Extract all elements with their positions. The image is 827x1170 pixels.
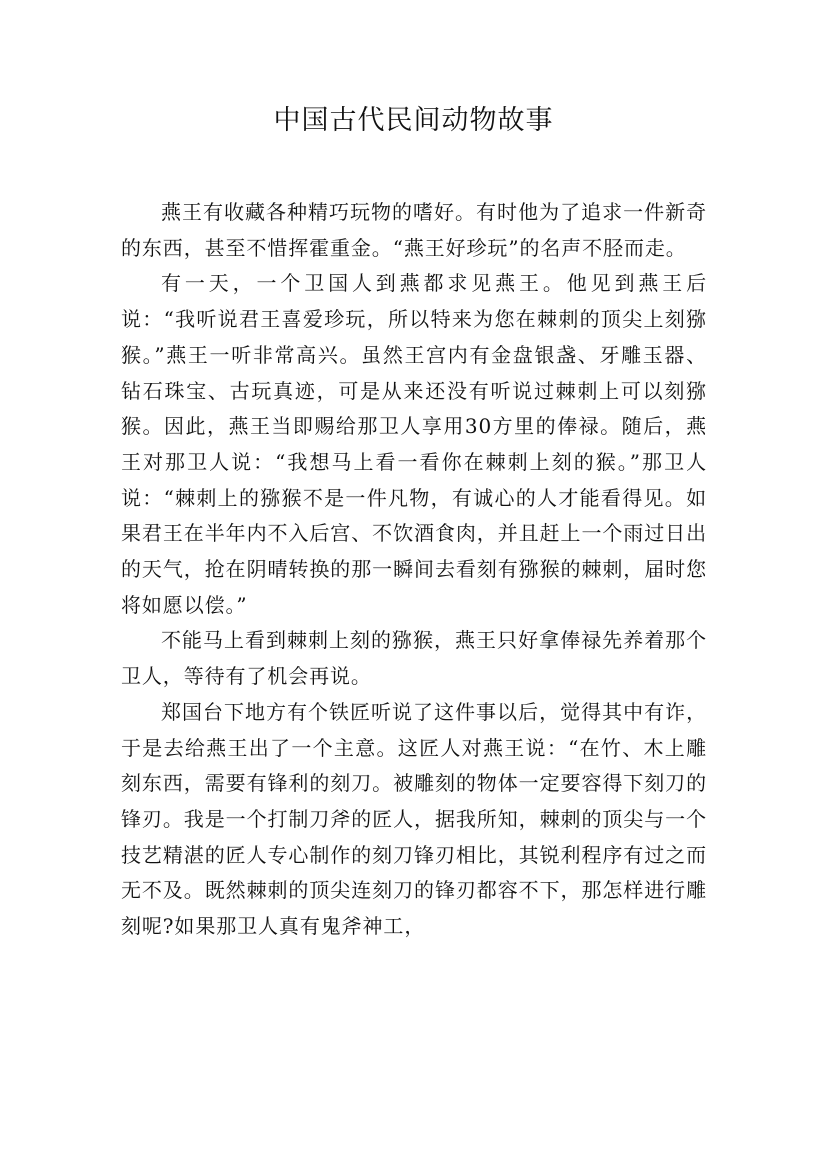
paragraph-2: 有一天，一个卫国人到燕都求见燕王。他见到燕王后说：“我听说君王喜爱珍玩，所以特来为您在棘刺的顶尖上刻猕猴。”燕王一听非常高兴。虽然王宫内有金盘银盏、牙雕玉器、钻石珠宝、古玩真迹，可是从来还没有听说过棘刺上可以刻猕猴。因此，燕王当即赐给那卫人享用30方里的俸禄。随后，燕王对那卫人说：“我想马上看一看你在棘刺上刻的猴。”那卫人说：“棘刺上的猕猴不是一件凡物，有诚心的人才能看得见。如果君王在半年内不入后宫、不饮酒食肉，并且赶上一个雨过日出的天气，抢在阴晴转换的那一瞬间去看刻有猕猴的棘刺，届时您将如愿以偿。”	[121, 271, 707, 617]
document-body	[121, 195, 707, 945]
paragraph-3: 不能马上看到棘刺上刻的猕猴，燕王只好拿俸禄先养着那个卫人，等待有了机会再说。	[121, 628, 707, 689]
paragraph-4: 郑国台下地方有个铁匠听说了这件事以后，觉得其中有诈，于是去给燕王出了一个主意。这匠人对燕王说：“在竹、木上雕刻东西，需要有锋利的刻刀。被雕刻的物体一定要容得下刻刀的锋刃。我是一个打制刀斧的匠人，据我所知，棘刺的顶尖与一个技艺精湛的匠人专心制作的刻刀锋刃相比，其锐利程序有过之而无不及。既然棘刺的顶尖连刻刀的锋刃都容不下，那怎样进行雕刻呢?如果那卫人真有鬼斧神工，	[121, 699, 707, 939]
document-title: 中国古代民间动物故事	[273, 105, 554, 136]
paragraph-1: 燕王有收藏各种精巧玩物的嗜好。有时他为了追求一件新奇的东西，甚至不惜挥霍重金。“燕王好珍玩”的名声不胫而走。	[121, 200, 707, 260]
